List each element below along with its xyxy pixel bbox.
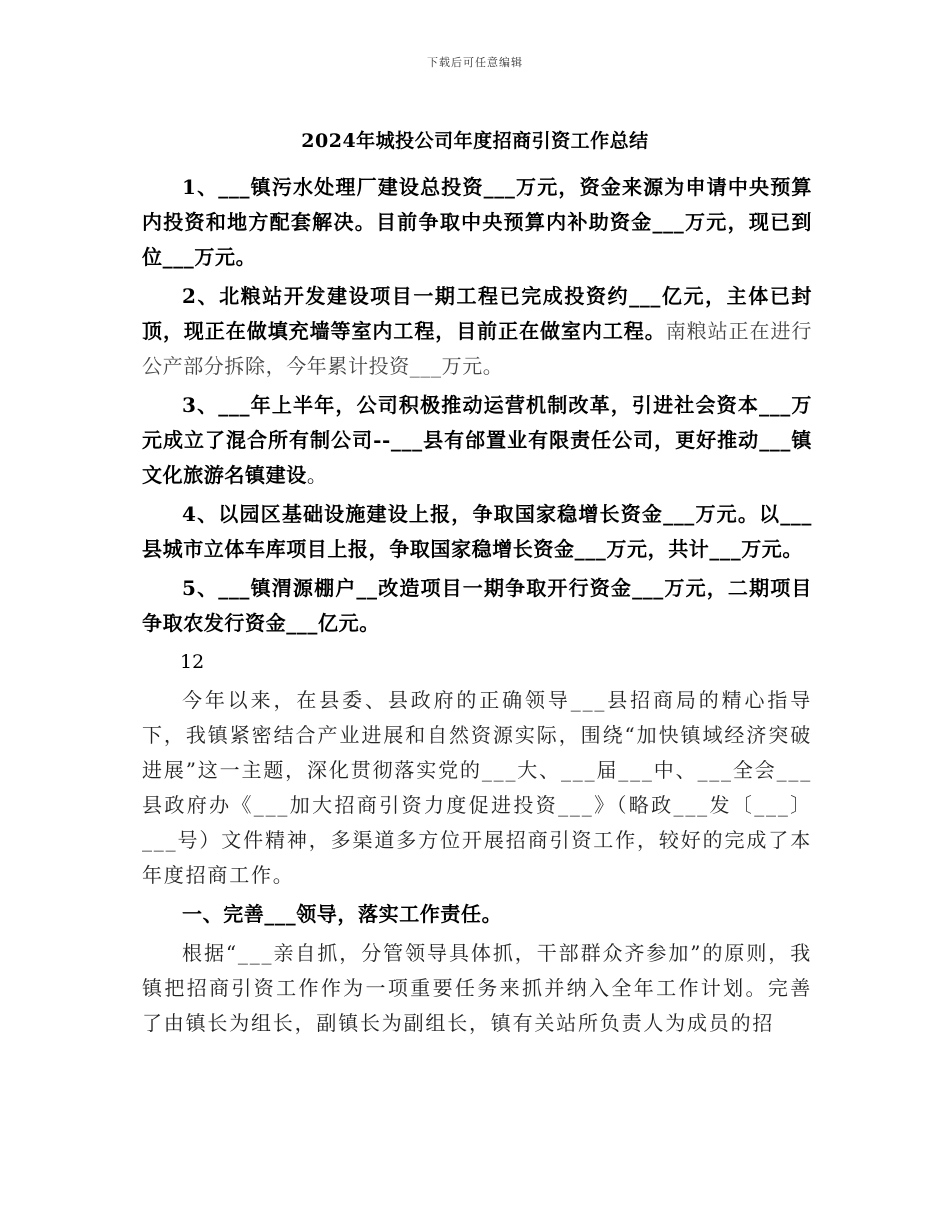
intro-paragraph: 今年以来，在县委、县政府的正确领导___县招商局的精心指导下，我镇紧密结合产业进展和自然资源实际，围绕“加快镇域经济突破进展”这一主题，深化贯彻落实党的___大、___届___中、___全会___县政府办《___加大招商引资力度促进投资___》（略政___发〔___〕___号）文件精神，多渠道多方位开展招商引资工作，较好的完成了本年度招商工作。 xyxy=(142,688,812,887)
item-paragraph-2 xyxy=(142,279,812,384)
document-body xyxy=(142,170,812,1045)
section-1-body: 根据“___亲自抓，分管领导具体抓，干部群众齐参加”的原则，我镇把招商引资工作作为一项重要任务来抓并纳入全年工作计划。完善了由镇长为组长，副镇长为副组长，镇有关站所负责人为成员的招 xyxy=(142,941,812,1035)
item-2-regular-text: 南粮站正在进行公产部分拆除，今年累计投资___万元。 xyxy=(142,319,813,378)
header-note: 下载后可任意编辑 xyxy=(427,56,523,69)
document-title: 2024年城投公司年度招商引资工作总结 xyxy=(301,130,649,152)
item-paragraph-1: 1、___镇污水处理厂建设总投资___万元，资金来源为申请中央预算内投资和地方配套解决。目前争取中央预算内补助资金___万元，现已到位___万元。 xyxy=(142,175,812,269)
item-paragraph-5: 5、___镇渭源棚户__改造项目一期争取开行资金___万元，二期项目争取农发行资金___亿元。 xyxy=(142,576,812,635)
number-line: 12 xyxy=(180,651,205,673)
item-paragraph-4: 4、以园区基础设施建设上报，争取国家稳增长资金___万元。以___县城市立体车库项目上报，争取国家稳增长资金___万元，共计___万元。 xyxy=(142,502,812,561)
item-2-bold-text: 2、北粮站开发建设项目一期工程已完成投资约___亿元，主体已封顶，现正在做填充墙等室内工程，目前正在做室内工程。 xyxy=(142,284,812,343)
item-3-end-text: 。 xyxy=(306,463,328,487)
section-1-heading: 一、完善___领导，落实工作责任。 xyxy=(182,902,503,926)
item-3-bold-text: 3、___年上半年，公司积极推动运营机制改革，引进社会资本___万元成立了混合所有制公司--___县有邰置业有限责任公司，更好推动___镇文化旅游名镇建设 xyxy=(142,393,812,487)
item-paragraph-3 xyxy=(142,388,812,493)
